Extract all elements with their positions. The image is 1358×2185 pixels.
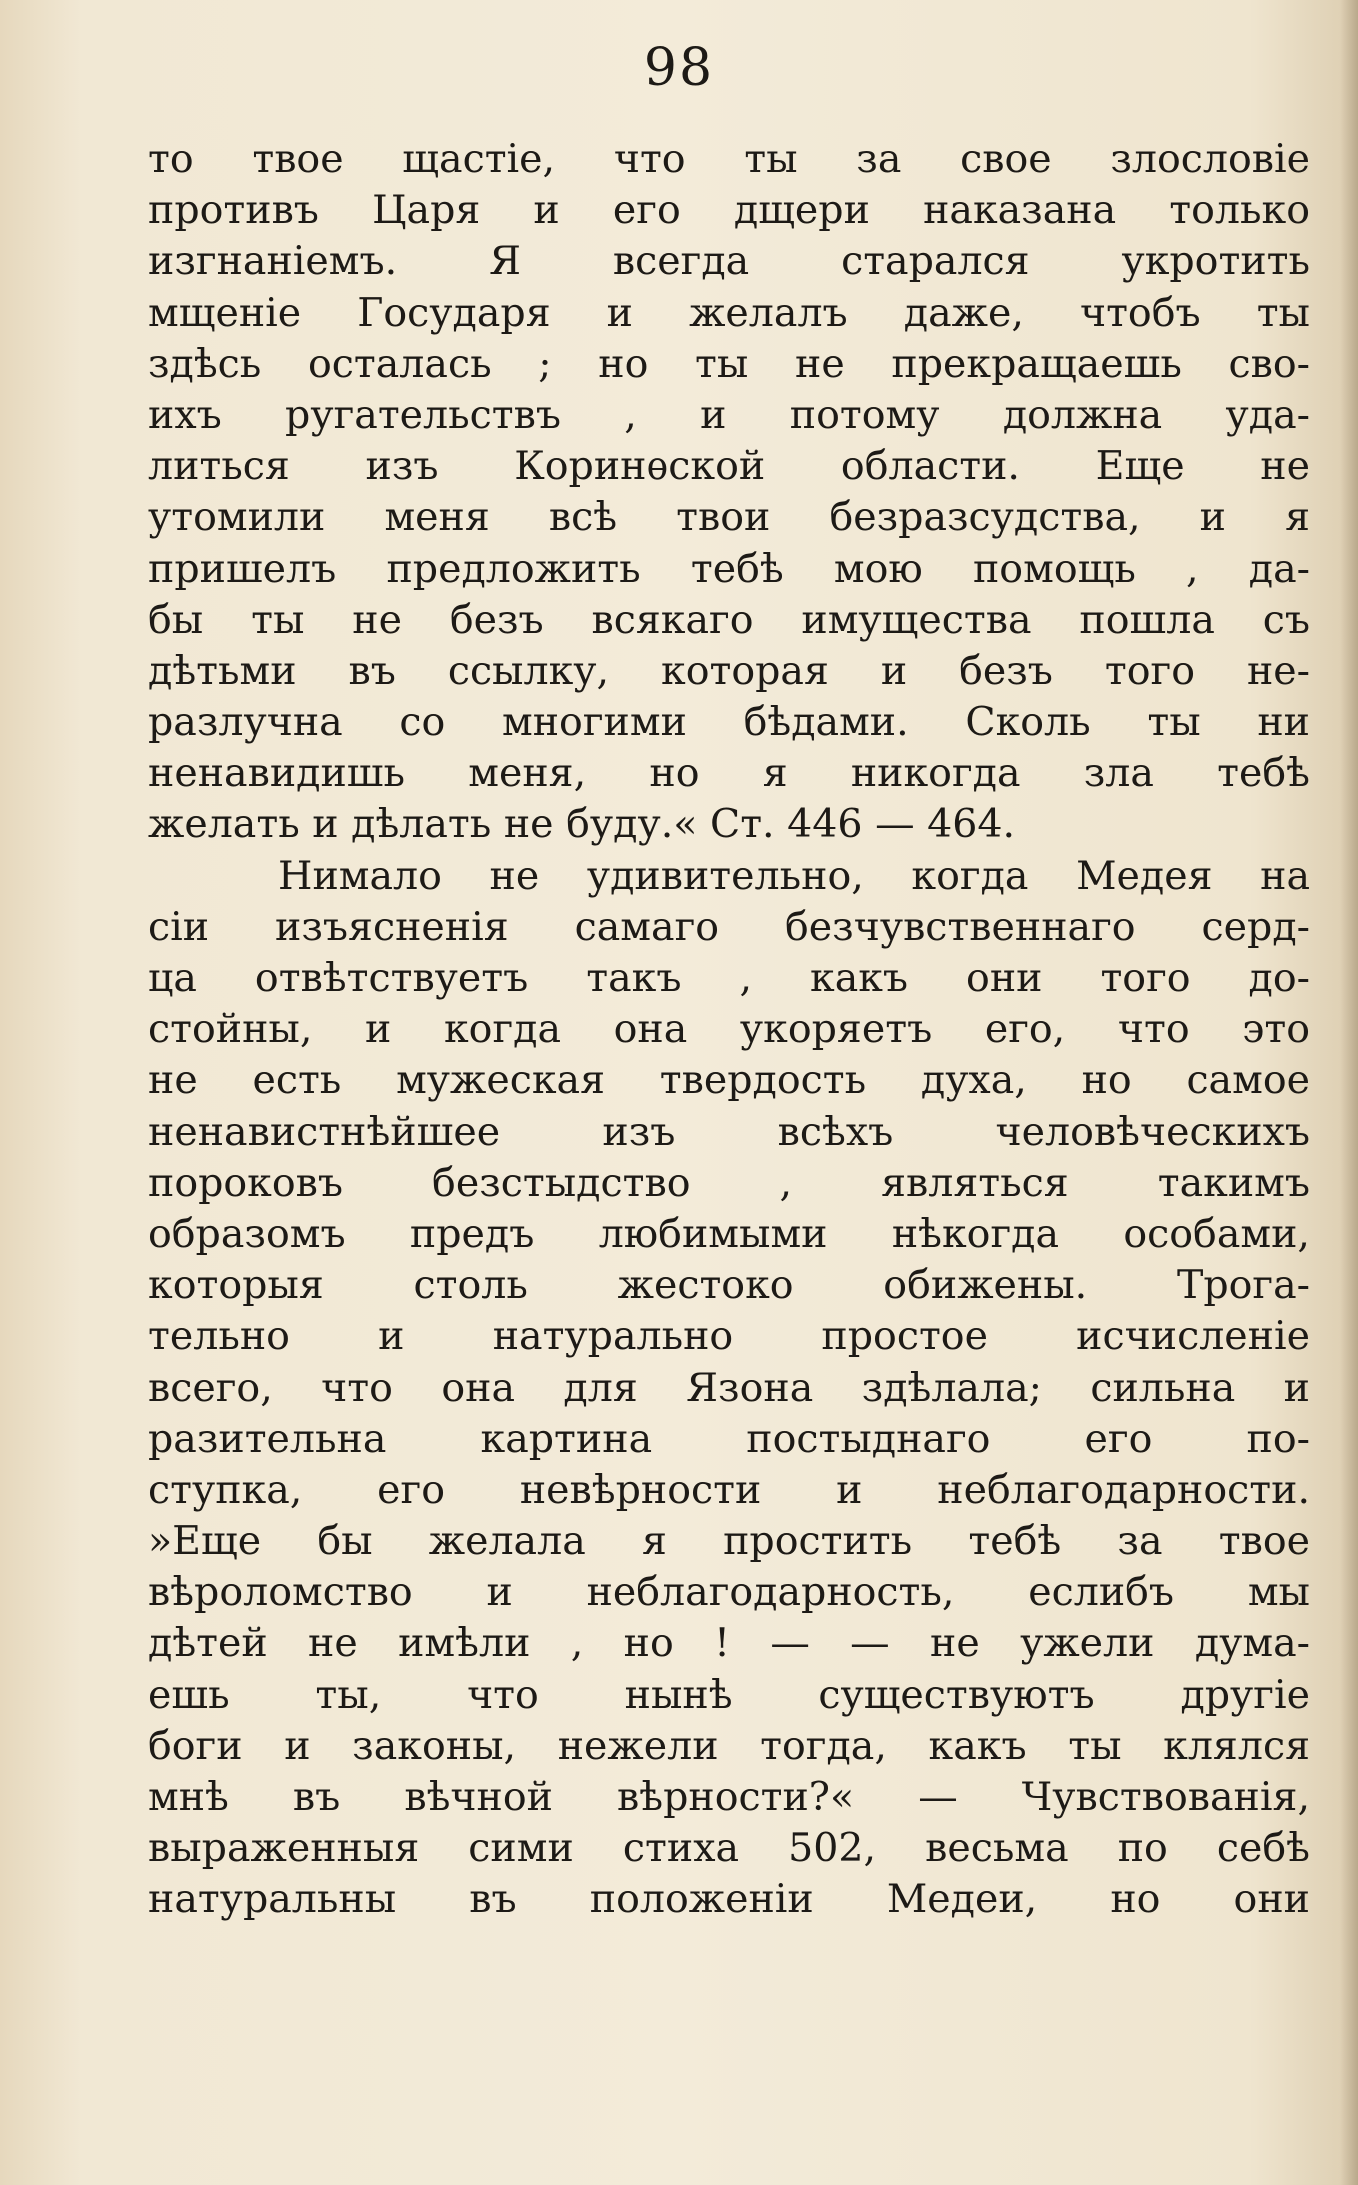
text-line: дѣтьми въ ссылку, которая и безъ того не- [148, 647, 1310, 694]
text-line: »Еще бы желала я простить тебѣ за твое [148, 1518, 1310, 1565]
text-line: тельно и натурально простое исчисленіе [148, 1313, 1310, 1360]
text-line: мщеніе Государя и желалъ даже, чтобъ ты [148, 289, 1310, 336]
page-number: 98 [643, 38, 715, 98]
text-line: сіи изъясненія самаго безчувственнаго серд- [148, 903, 1310, 950]
page-gutter-shadow [1340, 0, 1358, 2185]
text-line: ихъ ругательствъ , и потому должна уда- [148, 391, 1310, 438]
text-line: образомъ предъ любимыми нѣкогда особами, [148, 1210, 1310, 1257]
text-line: стойны, и когда она укоряетъ его, что это [148, 1006, 1310, 1053]
text-line: разлучна со многими бѣдами. Сколь ты ни [148, 699, 1310, 746]
text-line: бы ты не безъ всякаго имущества пошла съ [148, 596, 1310, 643]
text-line: Нимало не удивительно, когда Медея на [278, 852, 1310, 899]
text-line: ступка, его невѣрности и неблагодарности. [148, 1466, 1310, 1513]
text-line: ненавидишь меня, но я никогда зла тебѣ [148, 750, 1310, 797]
text-line: пороковъ безстыдство , являться такимъ [148, 1159, 1310, 1206]
text-line: вѣроломство и неблагодарность, еслибъ мы [148, 1569, 1310, 1616]
text-line: боги и законы, нежели тогда, какъ ты клялся [148, 1722, 1310, 1769]
text-line: разительна картина постыднаго его по- [148, 1415, 1310, 1462]
text-line: пришелъ предложить тебѣ мою помощь , да- [148, 545, 1310, 592]
text-line: желать и дѣлать не буду.« Ст. 446 — 464. [148, 801, 1016, 848]
text-line: натуральны въ положеніи Медеи, но они [148, 1876, 1310, 1923]
text-line: ешь ты, что нынѣ существуютъ другіе [148, 1671, 1310, 1718]
text-line: всего, что она для Язона здѣлала; сильна и [148, 1364, 1310, 1411]
text-line: утомили меня всѣ твои безразсудства, и я [148, 494, 1310, 541]
text-line: ца отвѣтствуетъ такъ , какъ они того до- [148, 955, 1310, 1001]
text-line: противъ Царя и его дщери наказана только [148, 187, 1310, 234]
text-line: изгнаніемъ. Я всегда старался укротить [148, 238, 1310, 285]
text-line: мнѣ въ вѣчной вѣрности?« — Чувствованія, [148, 1774, 1310, 1820]
text-line: здѣсь осталась ; но ты не прекращаешь сво- [148, 340, 1310, 387]
text-line: ненавистнѣйшее изъ всѣхъ человѣческихъ [148, 1108, 1310, 1155]
body-text [148, 134, 1310, 1926]
text-line: не есть мужеская твердость духа, но самое [148, 1057, 1310, 1104]
text-line: то твое щастіе, что ты за свое злословіе [148, 136, 1310, 182]
text-line: выраженныя сими стиха 502, весьма по себѣ [148, 1825, 1310, 1872]
text-line: литься изъ Коринѳской области. Еще не [148, 443, 1310, 490]
text-line: дѣтей не имѣли , но ! — — не ужели дума- [148, 1620, 1310, 1667]
text-line: которыя столь жестоко обижены. Трога- [148, 1262, 1310, 1309]
